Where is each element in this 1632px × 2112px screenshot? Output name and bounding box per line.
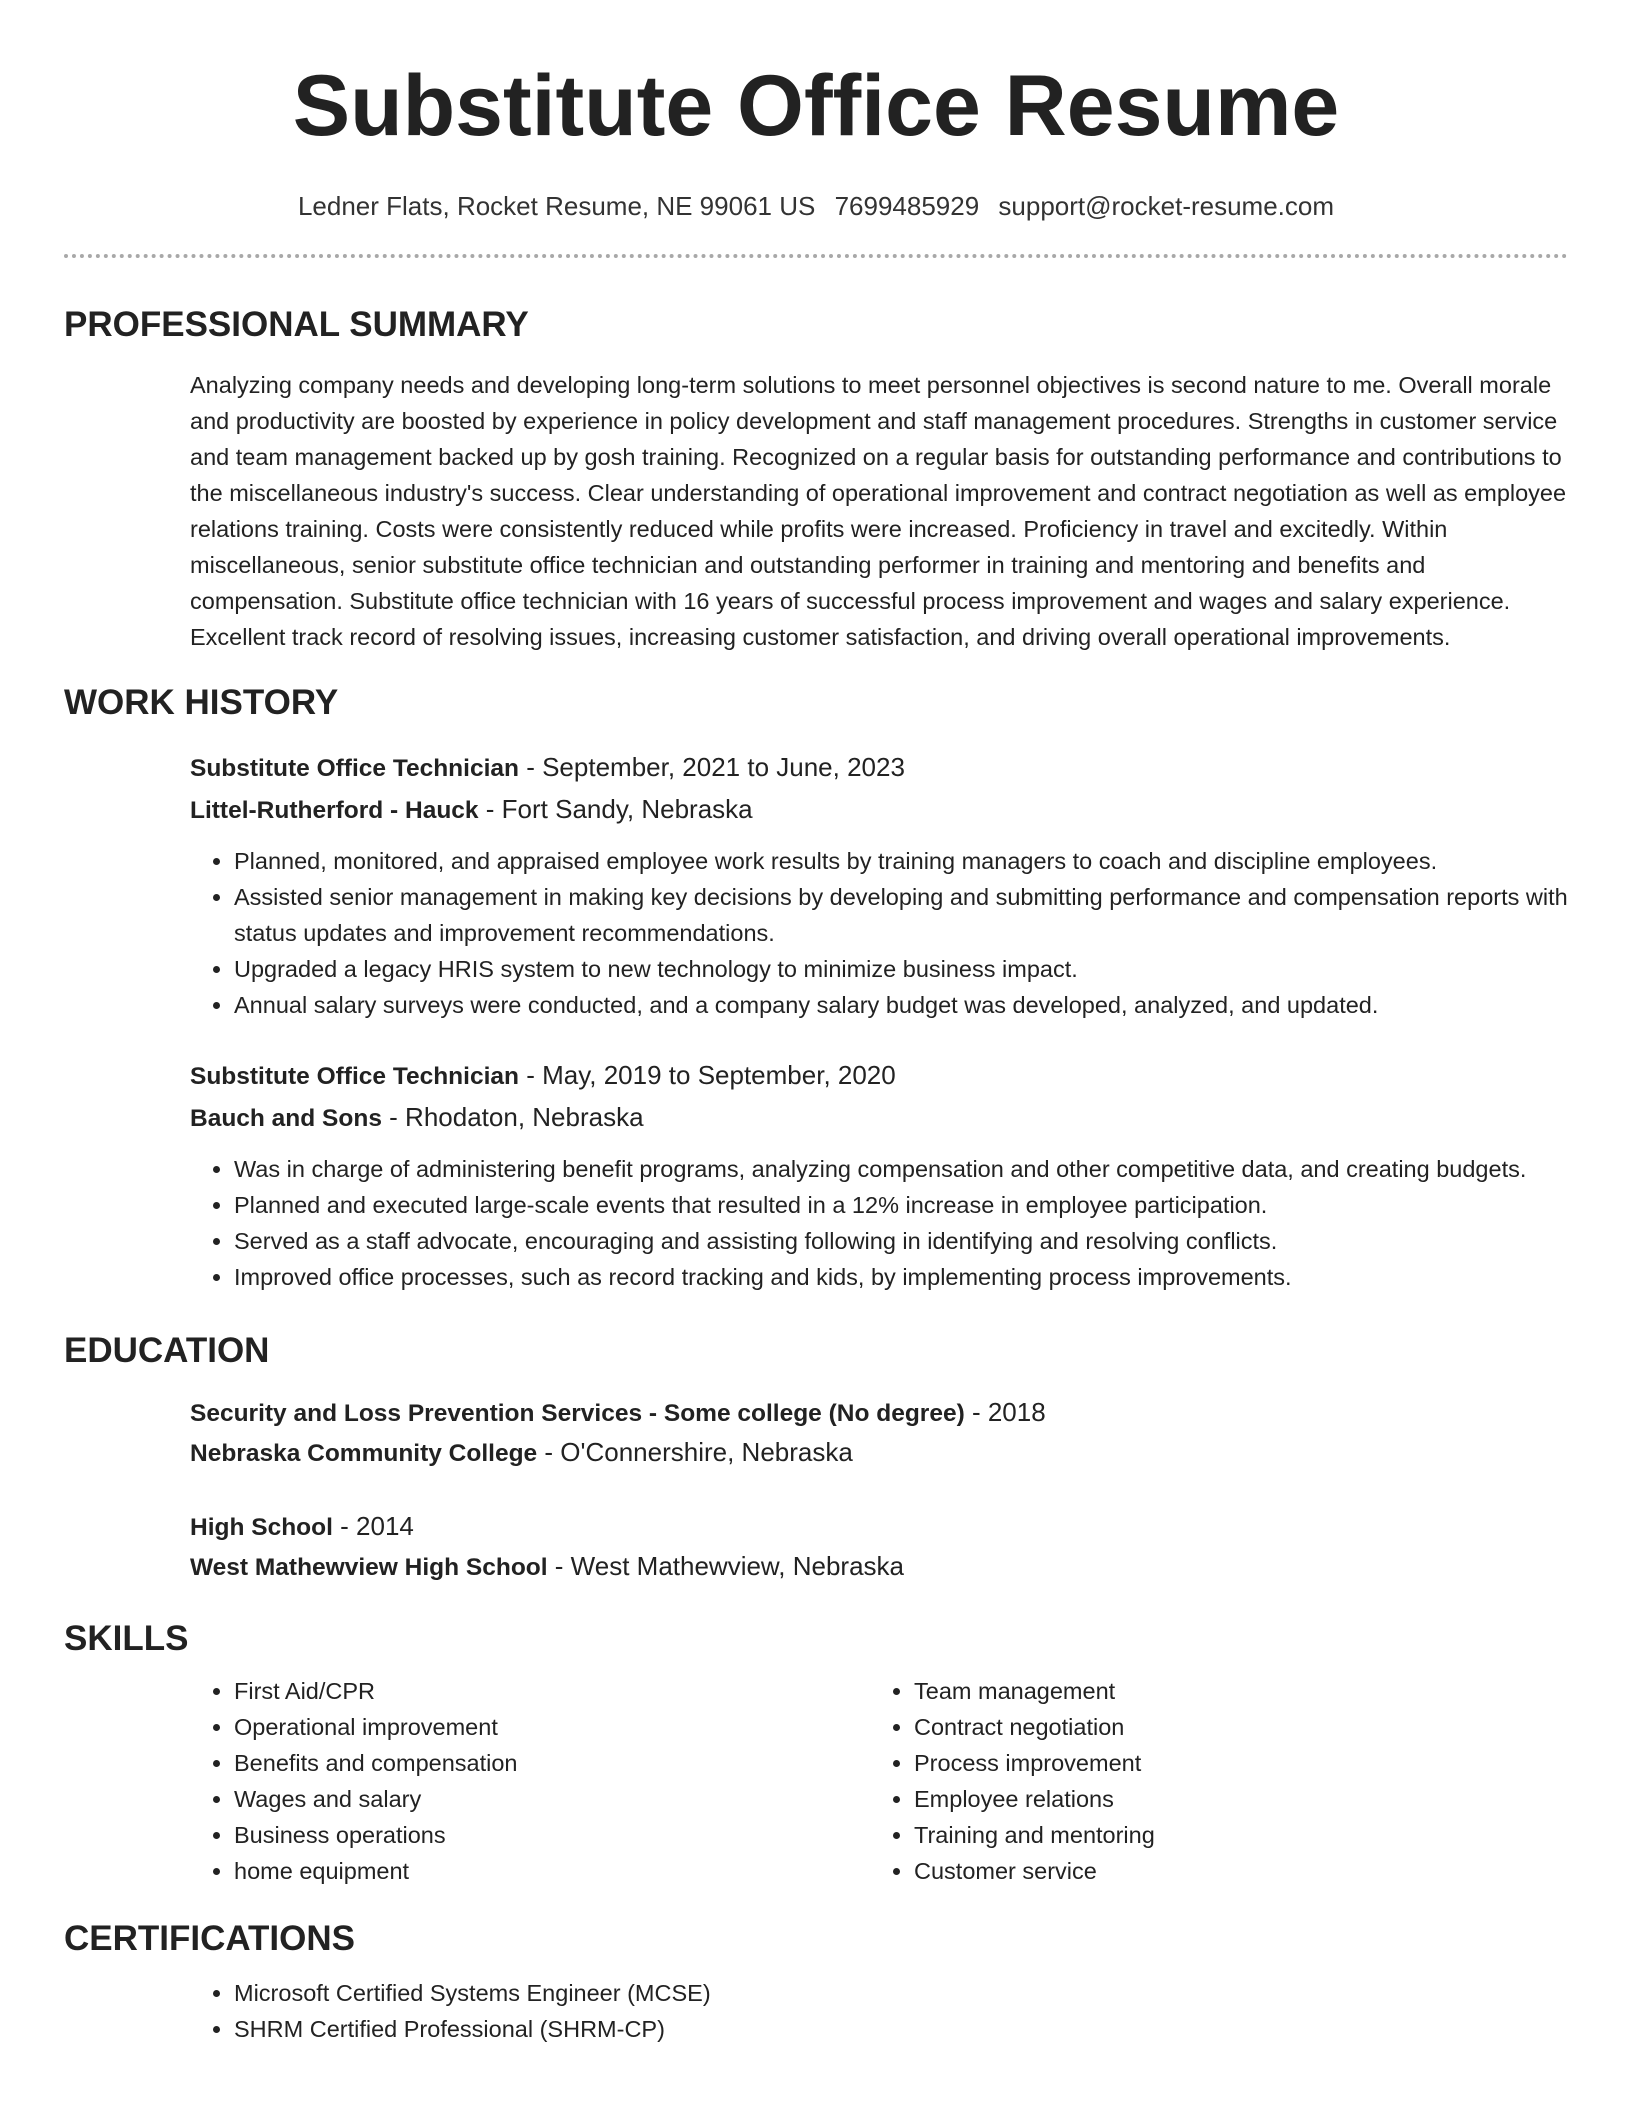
education-year: - 2014 bbox=[332, 1511, 414, 1541]
list-item: • Contract negotiation bbox=[914, 1709, 1550, 1745]
summary-text: Analyzing company needs and developing long-term solutions to meet personnel objectives is second nature to me. Overall morale and productivity are boosted by experience in policy development and staff management procedures. Strengths in customer service and team management backed up by gosh training. Recognized on a regular basis for outstanding performance and contributions to the miscellaneous industry's success. Clear understanding of operational improvement and contract negotiation as well as employee relations training. Costs were consistently reduced while profits were increased. Proficiency in travel and excitedly. Within miscellaneous, senior substitute office technician and outstanding performer in training and mentoring and benefits and compensation. Substitute office technician with 16 years of successful process improvement and wages and salary experience. Excellent track record of resolving issues, increasing customer satisfaction, and driving overall operational improvements. bbox=[190, 372, 1567, 650]
education-heading: EDUCATION bbox=[64, 1331, 270, 1370]
education-degree: High School bbox=[190, 1514, 333, 1541]
job-bullets bbox=[190, 1151, 1568, 1295]
list-item: • SHRM Certified Professional (SHRM-CP) bbox=[234, 2011, 1568, 2047]
list-item: • Training and mentoring bbox=[914, 1817, 1550, 1853]
page-title: Substitute Office Resume bbox=[292, 58, 1340, 154]
education-school: Nebraska Community College bbox=[190, 1440, 538, 1467]
job-company-line bbox=[190, 1097, 1568, 1139]
education-school-line bbox=[190, 1547, 1568, 1587]
job-dates: - May, 2019 to September, 2020 bbox=[518, 1060, 896, 1090]
list-item: • Upgraded a legacy HRIS system to new technology to minimize business impact. bbox=[234, 951, 1568, 987]
list-item: • Customer service bbox=[914, 1853, 1550, 1889]
list-item: • Team management bbox=[914, 1673, 1550, 1709]
job-company: Littel-Rutherford - Hauck bbox=[190, 797, 479, 824]
skills-column-left bbox=[190, 1673, 870, 1889]
job-bullets bbox=[190, 843, 1568, 1023]
header-divider bbox=[64, 254, 1568, 258]
education-location: - West Mathewview, Nebraska bbox=[547, 1551, 904, 1581]
contact-email: support@rocket-resume.com bbox=[998, 191, 1335, 221]
list-item: • Planned, monitored, and appraised employee work results by training managers to coach and discipline employees. bbox=[234, 843, 1568, 879]
list-item: • home equipment bbox=[234, 1853, 870, 1889]
education-year: - 2018 bbox=[964, 1397, 1046, 1427]
skills-column-right bbox=[870, 1673, 1550, 1889]
list-item: • Wages and salary bbox=[234, 1781, 870, 1817]
job-dates: - September, 2021 to June, 2023 bbox=[518, 752, 905, 782]
work-history-heading: WORK HISTORY bbox=[64, 683, 339, 722]
education-entry bbox=[190, 1507, 1568, 1587]
job-company-line bbox=[190, 789, 1568, 831]
job-title: Substitute Office Technician bbox=[190, 755, 519, 782]
contact-line bbox=[64, 188, 1568, 224]
contact-address: Ledner Flats, Rocket Resume, NE 99061 US bbox=[297, 191, 816, 221]
certifications-list bbox=[190, 1975, 1568, 2047]
job-entry bbox=[190, 747, 1568, 1023]
job-company: Bauch and Sons bbox=[190, 1105, 382, 1132]
list-item: • Was in charge of administering benefit programs, analyzing compensation and other competitive data, and creating budgets. bbox=[234, 1151, 1568, 1187]
job-location: - Rhodaton, Nebraska bbox=[381, 1102, 644, 1132]
job-title-line bbox=[190, 747, 1568, 789]
education-entry bbox=[190, 1393, 1568, 1473]
skills-heading: SKILLS bbox=[64, 1619, 189, 1658]
job-location: - Fort Sandy, Nebraska bbox=[478, 794, 753, 824]
education-location: - O'Connershire, Nebraska bbox=[537, 1437, 853, 1467]
list-item: • Served as a staff advocate, encouraging and assisting following in identifying and resolving conflicts. bbox=[234, 1223, 1568, 1259]
certifications-list-wrap bbox=[190, 1975, 1568, 2047]
list-item: • Process improvement bbox=[914, 1745, 1550, 1781]
certifications-heading: CERTIFICATIONS bbox=[64, 1919, 356, 1958]
education-degree-line bbox=[190, 1507, 1568, 1547]
job-title-line bbox=[190, 1055, 1568, 1097]
list-item: • Benefits and compensation bbox=[234, 1745, 870, 1781]
education-degree: Security and Loss Prevention Services - Some college (No degree) bbox=[190, 1400, 965, 1427]
list-item: • First Aid/CPR bbox=[234, 1673, 870, 1709]
contact-phone: 7699485929 bbox=[834, 191, 980, 221]
education-degree-line bbox=[190, 1393, 1568, 1433]
skills-columns bbox=[190, 1673, 1568, 1889]
list-item: • Assisted senior management in making key decisions by developing and submitting performance and compensation reports with status updates and improvement recommendations. bbox=[234, 879, 1568, 951]
education-school: West Mathewview High School bbox=[190, 1554, 548, 1581]
summary-heading: PROFESSIONAL SUMMARY bbox=[64, 305, 529, 344]
list-item: • Business operations bbox=[234, 1817, 870, 1853]
education-school-line bbox=[190, 1433, 1568, 1473]
list-item: • Employee relations bbox=[914, 1781, 1550, 1817]
list-item: • Annual salary surveys were conducted, and a company salary budget was developed, analyzed, and updated. bbox=[234, 987, 1568, 1023]
list-item: • Planned and executed large-scale events that resulted in a 12% increase in employee participation. bbox=[234, 1187, 1568, 1223]
list-item: • Improved office processes, such as record tracking and kids, by implementing process improvements. bbox=[234, 1259, 1568, 1295]
job-entry bbox=[190, 1055, 1568, 1295]
list-item: • Operational improvement bbox=[234, 1709, 870, 1745]
list-item: • Microsoft Certified Systems Engineer (MCSE) bbox=[234, 1975, 1568, 2011]
job-title: Substitute Office Technician bbox=[190, 1063, 519, 1090]
